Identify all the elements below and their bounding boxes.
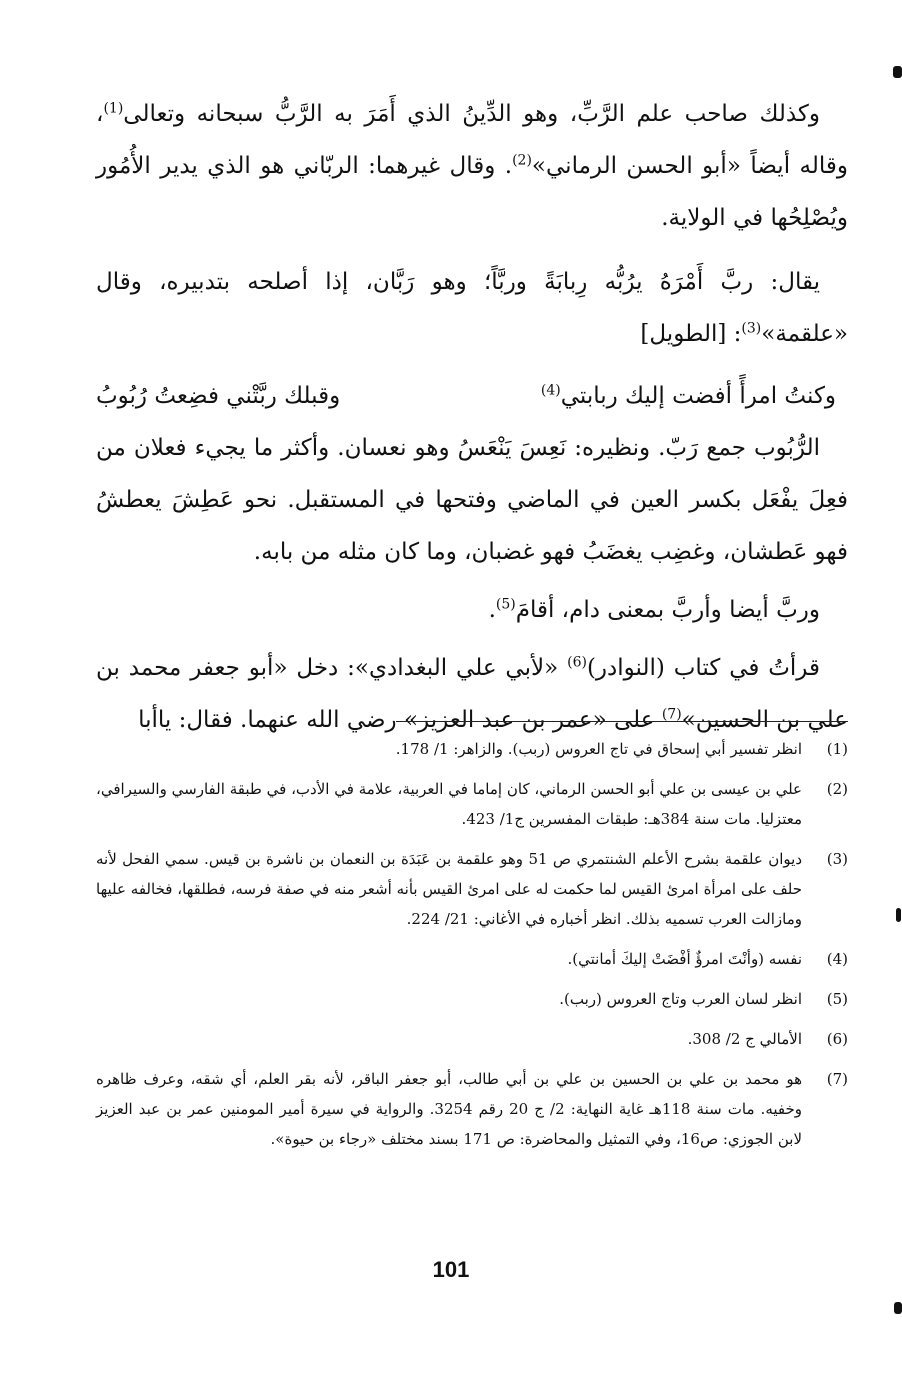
footnote-text: هو محمد بن علي بن الحسين بن علي بن أبي طالب، أبو جعفر الباقر، لأنه بقر العلم، أي شقه، وعرف ظاهره وخفيه. مات سنة 118هـ غاية النهاية: 2/ ج 20 رقم 3254. والرواية في سيرة أمير المومنين عمر بن عبد العزيز لابن الجوزي: ص16، وفي التمثيل والمحاضرة: ص 171 بسند مختلف «رجاء بن حيوة».: [96, 1070, 802, 1148]
footnote-item: [96, 944, 848, 974]
footnote-item: [96, 734, 848, 764]
paragraph-text: : [الطويل]: [640, 321, 742, 347]
footnote-item: [96, 984, 848, 1014]
footnote-ref: (3): [741, 320, 762, 337]
footnote-number: (6): [826, 1030, 848, 1048]
footnote-ref: (1): [103, 100, 124, 117]
footnote-number: (5): [826, 990, 848, 1008]
paragraph-5: [96, 642, 848, 746]
verse-second-hemistich: وقبلك ربَّتْني فضِعتُ رُبُوبُ: [96, 383, 341, 409]
footnote-text: علي بن عيسى بن علي أبو الحسن الرماني، كان إماما في العربية، علامة في الأدب، في طبقة الفارسي والسيرافي، معتزليا. مات سنة 384هـ: طبقات المفسرين ج1/ 423.: [96, 780, 802, 828]
paragraph-text: . وقال غيرهما: الربّاني هو الذي يدير الأُمُور ويُصْلِحُها في الولاية.: [96, 153, 848, 231]
verse-line: [96, 370, 848, 422]
paragraph-1: [96, 88, 848, 244]
footnotes: [96, 734, 848, 1164]
footnote-text: ديوان علقمة بشرح الأعلم الشنتمري ص 51 وهو علقمة بن عَبَدَة بن النعمان بن ناشرة بن قيس. سمي الفحل لأنه حلف على امرأة امرئ القيس لما حكمت له على امرئ القيس بأنه أشعر منه في صفة فرسه، فطلقها، فخالفه عليها ومازالت العرب تسميه بذلك. انظر أخباره في الأغاني: 21/ 224.: [96, 850, 802, 928]
paragraph-text: «لأبي علي البغدادي»: دخل «أبو جعفر محمد بن علي بن الحسين»: [96, 655, 848, 733]
paragraph-text: وكذلك صاحب علم الرَّبِّ، وهو الدِّينُ الذي أَمَرَ به الرَّبُّ سبحانه وتعالى: [123, 101, 820, 127]
verse-first-hemistich: [541, 370, 836, 422]
footnote-text: نفسه (وأنْتَ امرؤٌ أفْضَتْ إليكَ أمانتي).: [567, 950, 802, 968]
scan-edge-mark: [893, 66, 902, 78]
paragraph-4: [96, 584, 848, 636]
paragraph-text: ، وقاله أيضاً «أبو الحسن الرماني»: [96, 101, 848, 179]
scan-edge-mark: [894, 1302, 902, 1314]
footnote-item: [96, 1024, 848, 1054]
paragraph-text: على «عمر بن عبد العزيز» رضي الله عنهما. فقال: ياأبا: [138, 707, 662, 733]
paragraph-2: [96, 256, 848, 360]
footnote-text: انظر تفسير أبي إسحاق في تاج العروس (ربب). والزاهر: 1/ 178.: [395, 740, 802, 758]
paragraph-text: وربَّ أيضا وأربَّ بمعنى دام، أقامَ: [515, 597, 820, 623]
footnote-text: الأمالي ج 2/ 308.: [687, 1030, 802, 1048]
footnote-ref: (6): [567, 654, 587, 671]
footnote-ref: (2): [512, 152, 532, 169]
scan-edge-mark: [896, 908, 901, 922]
paragraph-text: .: [488, 597, 496, 623]
verse-text: وكنتُ امرأً أفضت إليك ربابتي: [560, 383, 836, 409]
footnote-number: (2): [826, 780, 848, 798]
footnote-ref: (4): [540, 382, 561, 399]
footnote-item: [96, 774, 848, 834]
footnote-ref: (7): [661, 706, 682, 723]
footnote-divider: [396, 721, 848, 722]
paragraph-3: الرُّبُوب جمع رَبّ. ونظيره: نَعِسَ يَنْعَسُ وهو نعسان. وأكثر ما يجيء فعلان من فعِلَ يفْعَل بكسر العين في الماضي وفتحها في المستقبل. نحو عَطِشَ يعطشُ فهو عَطشان، وغضِب يغضَبُ فهو غضبان، وما كان مثله من بابه.: [96, 435, 848, 565]
page-number: 101: [432, 1257, 470, 1282]
footnote-number: (1): [826, 740, 848, 758]
footnote-number: (3): [826, 850, 848, 868]
footnote-number: (7): [826, 1070, 848, 1088]
footnote-ref: (5): [495, 596, 516, 613]
paragraph-text: قرأتُ في كتاب (النوادر): [586, 655, 820, 681]
footnote-item: [96, 1064, 848, 1154]
footnote-item: [96, 844, 848, 934]
paragraph-text: يقال: ربَّ أَمْرَهُ يرُبُّه رِبابَةً وربَّاً؛ وهو رَبَّان، إذا أصلحه بتدبيره، وقال «علقمة»: [96, 269, 848, 347]
footnote-number: (4): [826, 950, 848, 968]
main-text: [96, 88, 848, 746]
footnote-text: انظر لسان العرب وتاج العروس (ربب).: [559, 990, 802, 1008]
